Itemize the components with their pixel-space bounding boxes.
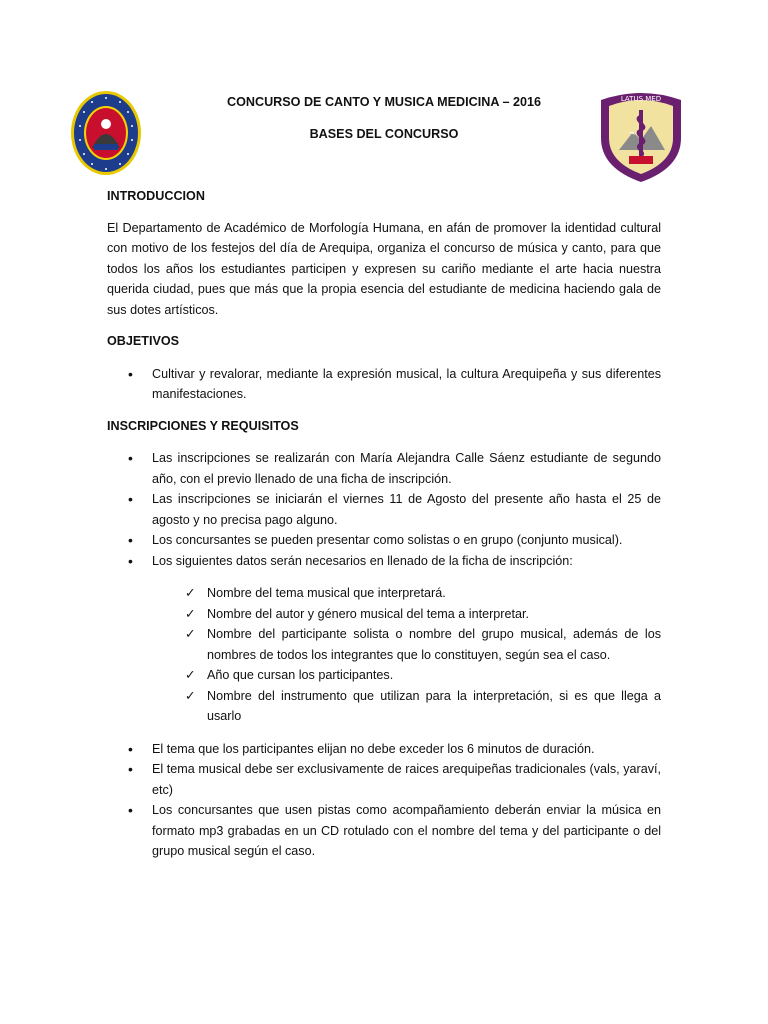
checklist-item: ✓ Año que cursan los participantes. [107,665,661,686]
bullet-icon: • [128,491,133,507]
bullet-icon: • [128,365,133,382]
list-item: • Los siguientes datos serán necesarios en llenado de la ficha de inscripción: [107,551,661,572]
objetivos-list [107,364,661,405]
list-item: • El tema musical debe ser exclusivamente de raices arequipeñas tradicionales (vals, yaraví, etc) [128,761,661,797]
list-item: • Las inscripciones se iniciarán el viernes 11 de Agosto del presente año hasta el 25 de agosto y no precisa pago alguno. [128,491,661,527]
bullet-icon: • [128,552,133,569]
requisitos-list [107,739,661,862]
document-title: CONCURSO DE CANTO Y MUSICA MEDICINA – 2016 [227,95,541,109]
checklist-item: ✓ Nombre del autor y género musical del tema a interpretar. [107,604,661,625]
document-body [107,186,661,862]
document-subtitle: BASES DEL CONCURSO [309,127,459,141]
checkmark-icon: ✓ [185,688,196,703]
checkmark-icon: ✓ [185,627,196,641]
bullet-icon: • [128,802,133,818]
checklist-item: ✓ Nombre del participante solista o nombre del grupo musical, además de los nombres de todos los integrantes que lo constituyen, según sea el caso. [107,624,661,665]
checkmark-icon: ✓ [185,668,196,682]
checkmark-icon: ✓ [185,606,196,621]
section-heading-objetivos: OBJETIVOS [107,334,180,348]
inscripciones-list [107,448,661,571]
list-item: • Los concursantes se pueden presentar como solistas o en grupo (conjunto musical). [107,530,661,551]
bullet-icon: • [128,761,133,777]
checklist-item: ✓ Nombre del tema musical que interpretará. [107,583,661,604]
crest-text: LATUS MED [620,95,662,103]
section-heading-inscripciones: INSCRIPCIONES Y REQUISITOS [107,418,299,433]
list-item: • Cultivar y revalorar, mediante la expresión musical, la cultura Arequipeña y sus diferentes manifestaciones. [128,365,661,401]
section-heading-introduccion: INTRODUCCION [107,189,205,203]
intro-paragraph: El Departamento de Académico de Morfología Humana, en afán de promover la identidad cultural con motivo de los festejos del día de Arequipa, organiza el concurso de música y canto, para que todos los años los estudiantes participen y expresen su cariño mediante el arte hacia nuestra querida ciudad, pues que más que la propia esencia del estudiante de medicina haciendo gala de sus dotes artísticos. [107,220,661,317]
list-item: • Los concursantes que usen pistas como acompañamiento deberán enviar la música en formato mp3 grabadas en un CD rotulado con el nombre del tema y del participante o del grupo musical según el caso. [128,802,661,858]
bullet-icon: • [128,740,133,757]
checkmark-icon: ✓ [185,586,196,600]
ficha-checklist [107,583,661,727]
checklist-item: ✓ Nombre del instrumento que utilizan para la interpretación, si es que llega a usarlo [107,686,661,727]
list-item: • El tema que los participantes elijan no debe exceder los 6 minutos de duración. [107,739,661,760]
bullet-icon: • [128,450,133,466]
list-item: • Las inscripciones se realizarán con María Alejandra Calle Sáenz estudiante de segundo año, con el previo llenado de una ficha de inscripción. [128,450,661,486]
bullet-icon: • [128,532,133,548]
